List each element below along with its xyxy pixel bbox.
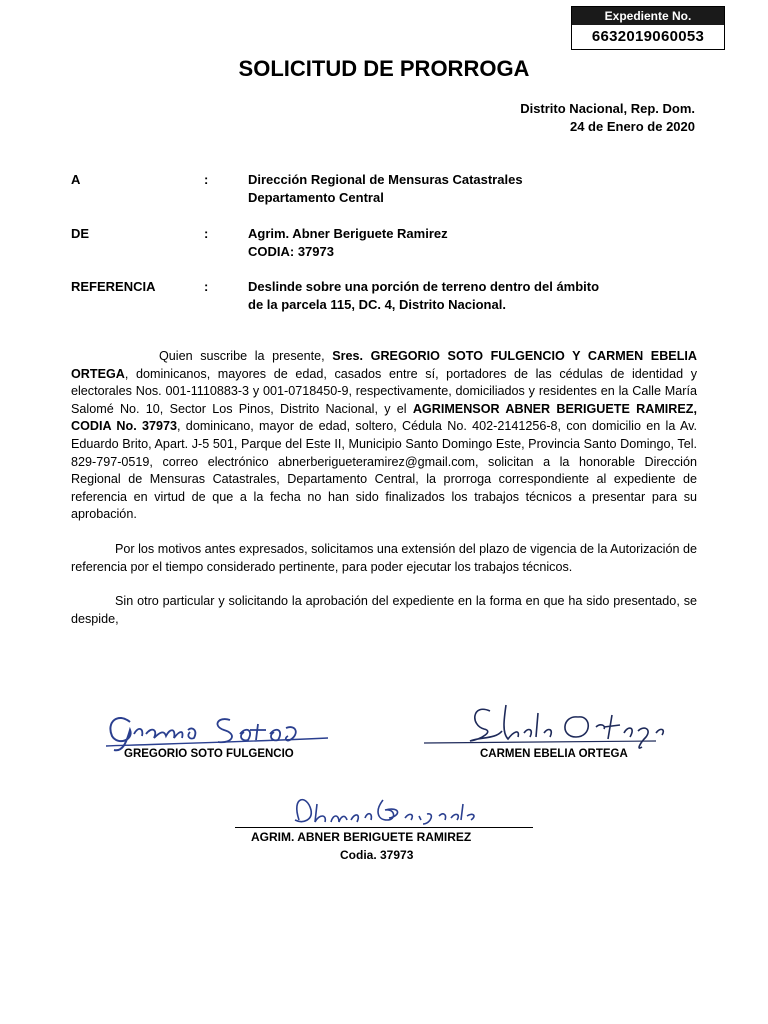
expediente-box (571, 6, 725, 50)
paragraph-3: Sin otro particular y solicitando la aprobación del expediente en la forma en que ha sido presentado, se despide, (71, 594, 697, 626)
paragraph-2: Por los motivos antes expresados, solicitamos una extensión del plazo de vigencia de la Autorización de referencia por el tiempo considerado pertinente, para poder ejecutar los trabajos técnicos. (71, 541, 697, 574)
signature-abner (235, 790, 535, 870)
p1-text: , dominicanos, mayores de edad, casados entre sí, portadores de las cédulas de identidad y electorales Nos. 001-1110883-3 y 001-0718450-9, respectivamente, domiciliados y residentes en la Calle María Salomé No. 10, Sector Los Pinos, Distrito Nacional, y el (71, 366, 697, 416)
header-line: CODIA: 37973 (248, 244, 334, 259)
date: 24 de Enero de 2020 (569, 119, 695, 134)
header-colon: : (204, 279, 209, 294)
p1-bold-names: Sres. GREGORIO SOTO FULGENCIO Y CARMEN EBELIA ORTEGA (71, 349, 697, 381)
header-line: Departamento Central (248, 190, 384, 205)
expediente-label: Expediente No. (572, 7, 724, 25)
header-line: de la parcela 115, DC. 4, Distrito Nacional. (248, 297, 506, 312)
p1-text: , dominicano, mayor de edad, soltero, Cédula No. 402-2141256-8, con domicilio en la Av. Eduardo Brito, Apart. J-5 501, Parque del Este II, Municipio Santo Domingo Este, Provincia Santo Domingo, Tel. 829-797-0519, correo electrónico abnerberigueteramirez@gmail.com, solicitan a la honorable Dirección Regional de Mensuras Catastrales, Departamento Central, la prorroga correspondiente al expediente de referencia en virtud de que a la fecha no han sido finalizados los trabajos técnicos a presentar para su aprobación. (71, 419, 697, 522)
header-value (248, 278, 678, 314)
signature-line (235, 827, 533, 828)
header-label: REFERENCIA (71, 279, 156, 294)
place-date (520, 100, 695, 136)
signer-codia-abner: Codia. 37973 (340, 848, 414, 862)
signer-name-abner: AGRIM. ABNER BERIGUETE RAMIREZ (251, 830, 472, 844)
signer-name-gregorio: GREGORIO SOTO FULGENCIO (124, 748, 294, 760)
document-title: SOLICITUD DE PRORROGA (238, 56, 530, 81)
body-text (71, 348, 697, 645)
header-colon: : (204, 226, 209, 241)
header-label: A (71, 172, 81, 187)
handwritten-signature-abner (235, 790, 535, 830)
header-value (248, 171, 678, 207)
header-label: DE (71, 226, 90, 241)
header-value (248, 225, 678, 261)
signature-carmen (420, 695, 670, 770)
header-line: Dirección Regional de Mensuras Catastrales (248, 172, 523, 187)
signature-gregorio (100, 700, 340, 770)
header-colon: : (204, 172, 209, 187)
header-line: Deslinde sobre una porción de terreno dentro del ámbito (248, 279, 600, 294)
signer-name-carmen: CARMEN EBELIA ORTEGA (480, 748, 628, 760)
header-line: Agrim. Abner Beriguete Ramirez (248, 226, 448, 241)
p1-text: Quien suscribe la presente, (159, 349, 333, 363)
p1-bold-agrimensor: AGRIMENSOR ABNER BERIGUETE RAMIREZ, CODIA No. 37973 (71, 401, 697, 434)
place: Distrito Nacional, Rep. Dom. (520, 101, 695, 116)
expediente-number: 6632019060053 (591, 28, 705, 45)
paragraph-1 (71, 348, 697, 524)
handwritten-signature-carmen (420, 695, 670, 755)
